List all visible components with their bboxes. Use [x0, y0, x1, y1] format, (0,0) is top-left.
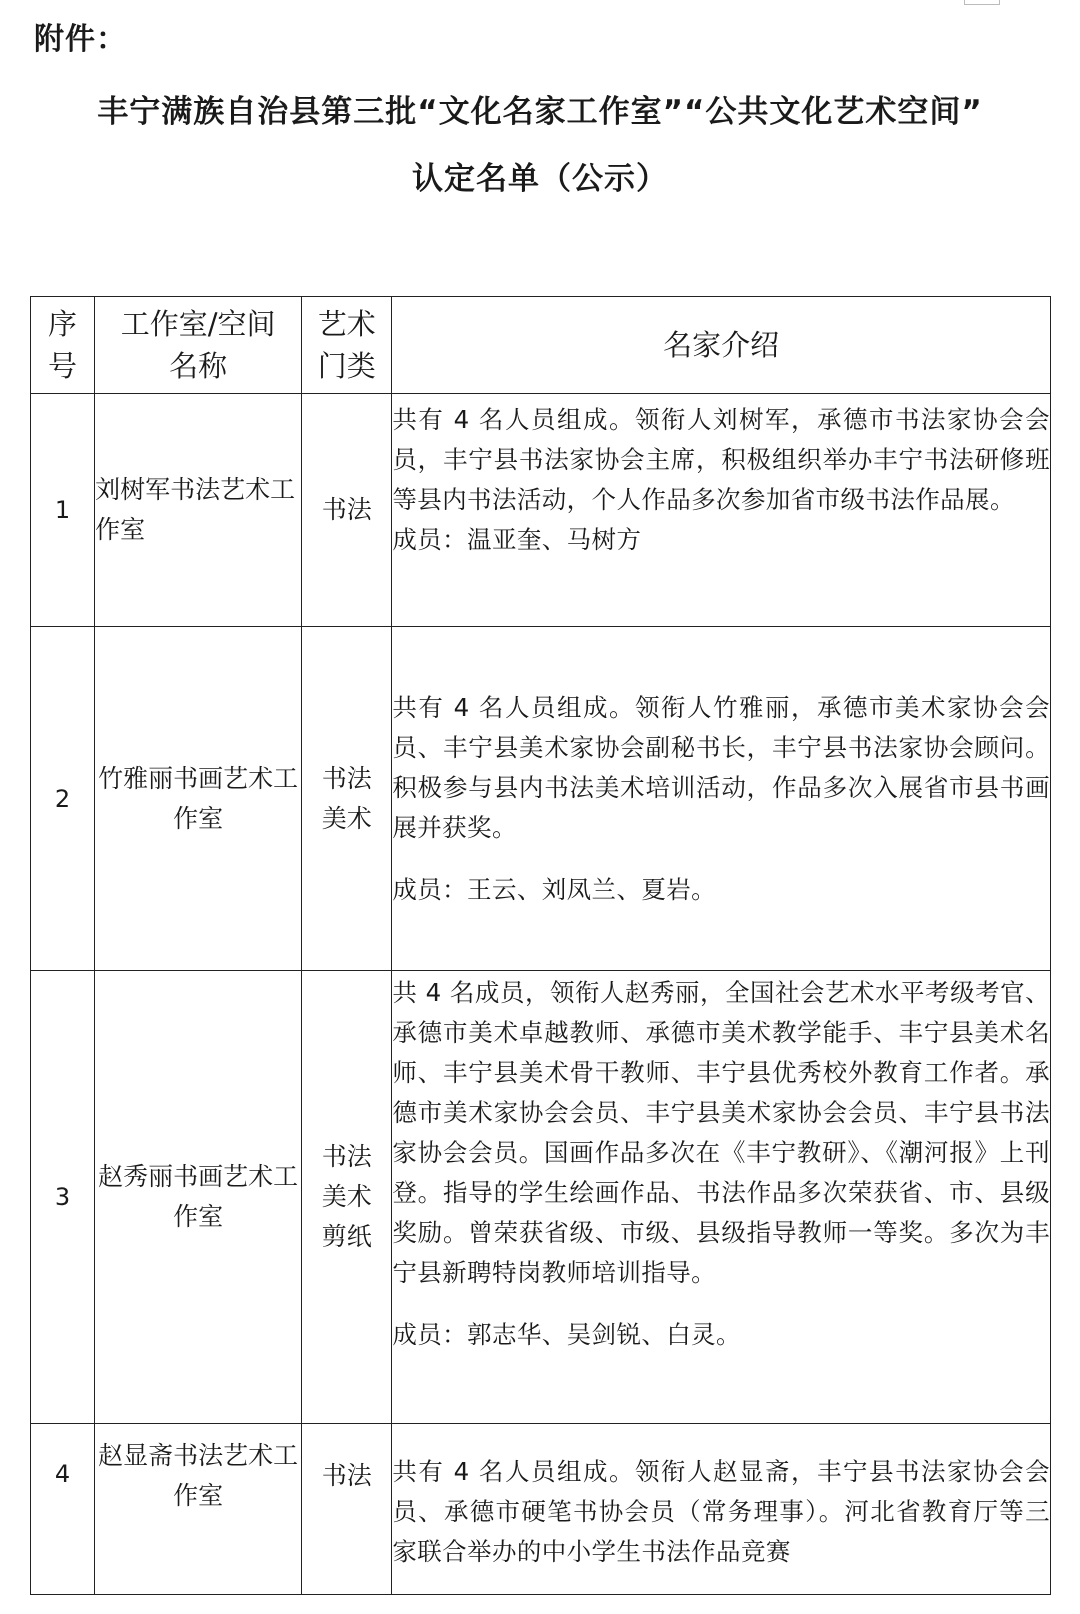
- header-category: [302, 297, 392, 394]
- row-intro: [392, 394, 1051, 627]
- table-row: [31, 627, 1051, 971]
- table-row: [31, 971, 1051, 1424]
- row-intro: [392, 1424, 1051, 1595]
- category-item: 剪纸: [321, 1222, 372, 1251]
- studio-name-text: 刘树军书法艺术工作室: [95, 475, 296, 544]
- row-category: [302, 627, 392, 971]
- studio-name-text: 竹雅丽书画艺术工作室: [98, 763, 299, 833]
- row-category: [302, 971, 392, 1424]
- category-item: 美术: [321, 803, 372, 833]
- row-seq: 2: [31, 627, 95, 971]
- category-item: 书法: [321, 495, 372, 524]
- row-category: [302, 394, 392, 627]
- page-corner-mark: [964, 0, 1000, 5]
- header-seq-line1: 序: [48, 307, 78, 341]
- studio-name-text: 赵显斋书法艺术工作室: [98, 1441, 299, 1510]
- intro-text: 共有 4 名人员组成。领衔人竹雅丽，承德市美术家协会会员、丰宁县美术家协会副秘书长，丰宁县书法家协会顾问。积极参与县内书法美术培训活动，作品多次入展省市县书画展并获奖。: [392, 692, 1050, 842]
- category-item: 书法: [321, 1142, 372, 1171]
- header-category-line1: 艺术: [317, 307, 376, 341]
- header-seq: [31, 297, 95, 394]
- table-row: [31, 394, 1051, 627]
- members-text: 成员：温亚奎、马树方: [392, 525, 642, 554]
- row-intro: [392, 627, 1051, 971]
- row-seq: 1: [31, 394, 95, 627]
- document-subtitle: 认定名单（公示）: [412, 161, 668, 197]
- attachment-label: 附件：: [34, 22, 127, 57]
- intro-text: 共有 4 名人员组成。领衔人赵显斋，丰宁县书法家协会会员、承德市硬笔书协会员（常务理事）。河北省教育厅等三家联合举办的中小学生书法作品竞赛: [392, 1457, 1050, 1566]
- header-intro: 名家介绍: [392, 297, 1051, 394]
- category-item: 书法: [321, 1461, 372, 1490]
- intro-text: 共有 4 名人员组成。领衔人刘树军，承德市书法家协会会员，丰宁县书法家协会主席，积极组织举办丰宁书法研修班等县内书法活动，个人作品多次参加省市级书法作品展。: [392, 405, 1050, 514]
- members-text: 成员：郭志华、吴剑锐、白灵。: [392, 1320, 741, 1349]
- document-title: 丰宁满族自治县第三批“文化名家工作室”“公共文化艺术空间”: [97, 94, 983, 130]
- studio-roster-table: [30, 296, 1051, 1595]
- table-row: [31, 1424, 1051, 1595]
- header-name-line1: 工作室/空间: [120, 307, 276, 341]
- row-intro: [392, 971, 1051, 1424]
- members-text: 成员：王云、刘凤兰、夏岩。: [392, 874, 717, 904]
- header-name-line2: 名称: [169, 349, 228, 383]
- row-studio-name: [95, 1424, 302, 1595]
- row-studio-name: [95, 971, 302, 1424]
- category-item: 书法: [321, 763, 372, 793]
- row-studio-name: [95, 394, 302, 627]
- intro-text: 共 4 名成员，领衔人赵秀丽，全国社会艺术水平考级考官、承德市美术卓越教师、承德市美术教学能手、丰宁县美术名师、丰宁县美术骨干教师、丰宁县优秀校外教育工作者。承德市美术家协会会员、丰宁县美术家协会会员、丰宁县书法家协会会员。国画作品多次在《丰宁教研》、《潮河报》上刊登。指导的学生绘画作品、书法作品多次荣获省、市、县级奖励。曾荣获省级、市级、县级指导教师一等奖。多次为丰宁县新聘特岗教师培训指导。: [392, 978, 1050, 1287]
- row-seq: 4: [31, 1424, 95, 1595]
- header-category-line2: 门类: [317, 349, 376, 383]
- category-item: 美术: [321, 1182, 372, 1211]
- table-header-row: [31, 297, 1051, 394]
- row-seq: 3: [31, 971, 95, 1424]
- header-name: [95, 297, 302, 394]
- row-studio-name: [95, 627, 302, 971]
- studio-name-text: 赵秀丽书画艺术工作室: [98, 1162, 299, 1231]
- header-seq-line2: 号: [48, 349, 78, 383]
- row-category: [302, 1424, 392, 1595]
